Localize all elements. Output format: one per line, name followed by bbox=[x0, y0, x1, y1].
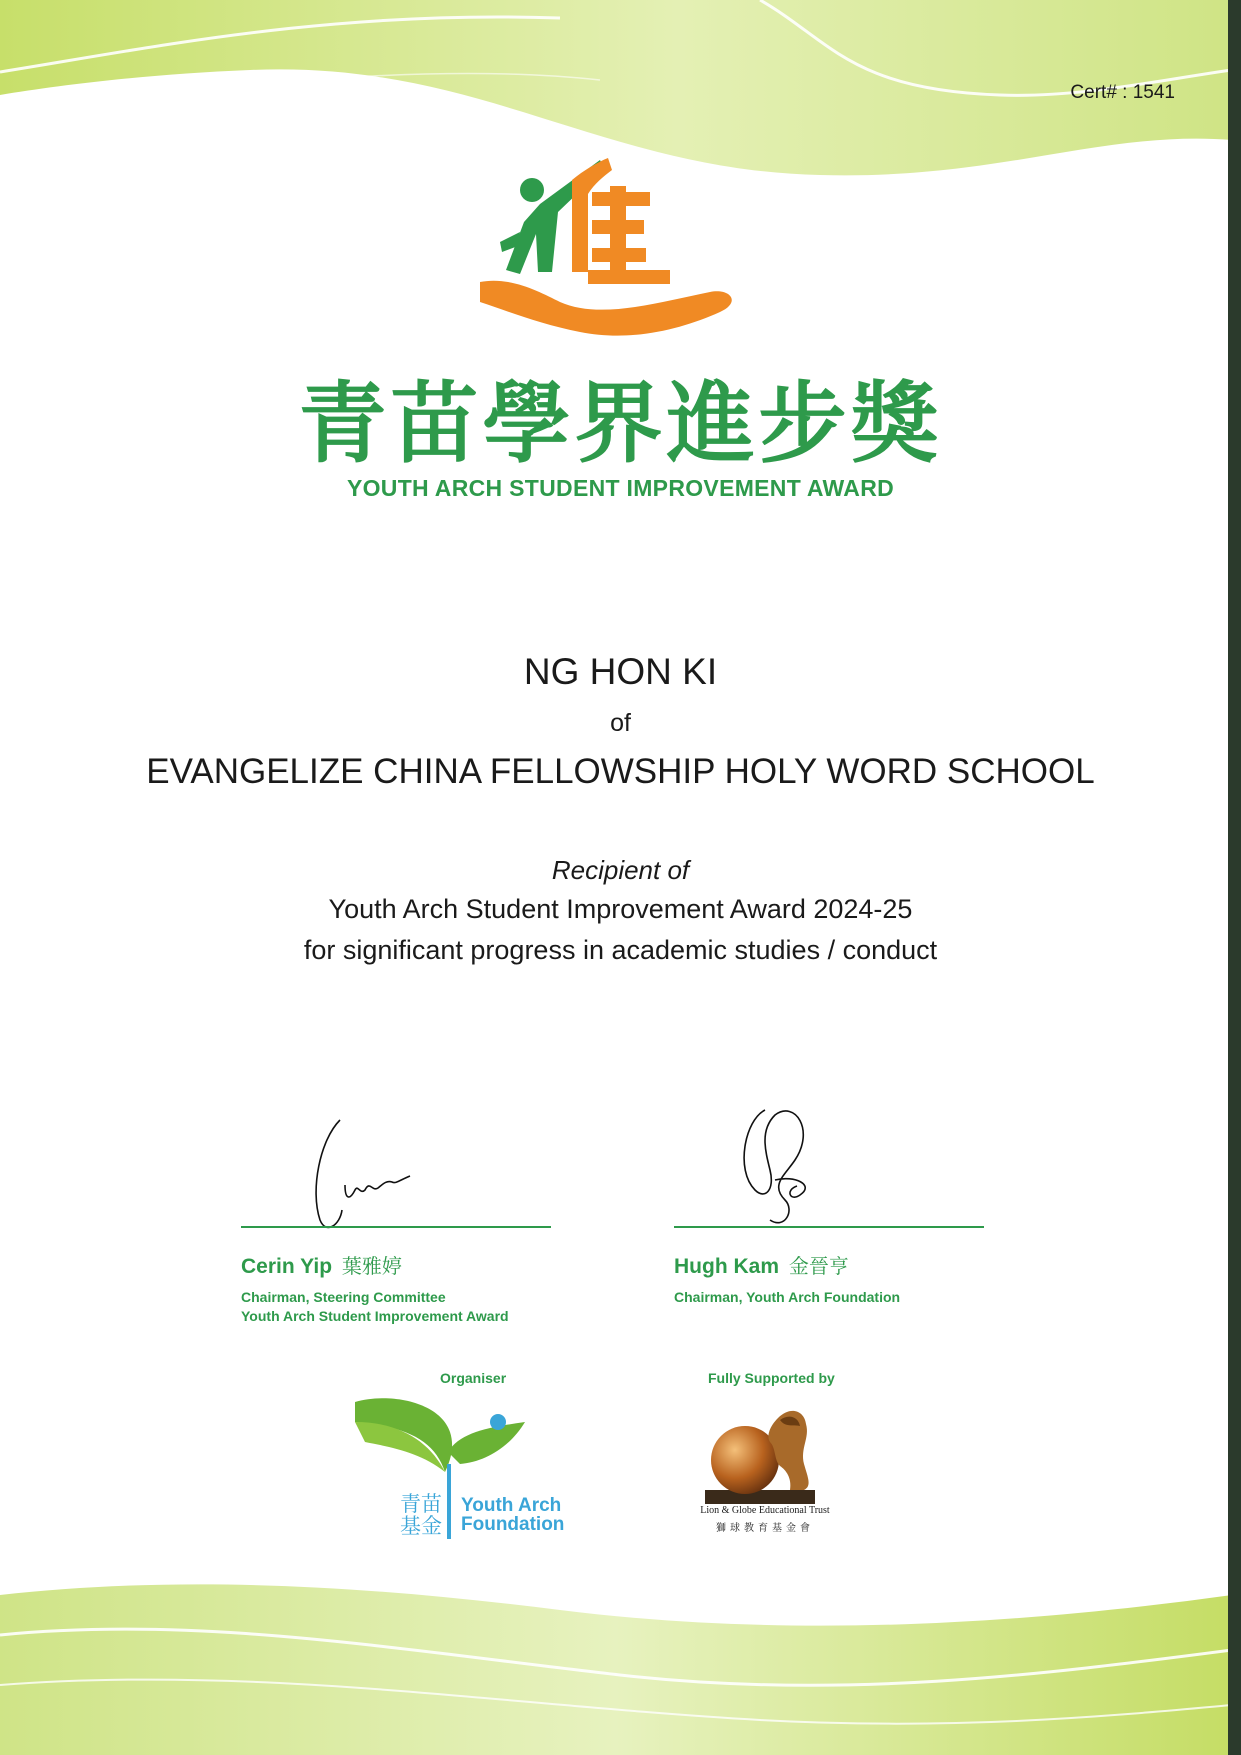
lion-globe-trust-logo bbox=[700, 1398, 830, 1510]
supporter-name-english: Lion & Globe Educational Trust bbox=[700, 1505, 830, 1516]
recipient-of-label: Recipient of bbox=[551, 855, 690, 885]
award-title-english: YOUTH ARCH STUDENT IMPROVEMENT AWARD bbox=[346, 475, 895, 501]
signer-name-left: Cerin Yip 葉雅婷 bbox=[241, 1254, 402, 1278]
foundation-logo-chinese: 青苗基金 bbox=[400, 1492, 442, 1538]
signer-title-left-line1: Chairman, Steering Committee bbox=[241, 1289, 446, 1305]
signature-cerin-yip bbox=[300, 1100, 450, 1240]
bottom-wave-decoration bbox=[0, 1555, 1232, 1755]
of-connector: of bbox=[610, 709, 631, 737]
award-emblem-logo bbox=[480, 152, 740, 367]
certificate-number: Cert# : 1541 bbox=[1070, 82, 1175, 103]
award-name-line: Youth Arch Student Improvement Award 2024-25 bbox=[328, 894, 913, 924]
recipient-name: NG HON KI bbox=[523, 651, 718, 692]
award-title-chinese: 青苗學界進步獎 bbox=[298, 372, 943, 475]
signature-line-right bbox=[674, 1226, 984, 1228]
signature-line-left bbox=[241, 1226, 551, 1228]
school-name: EVANGELIZE CHINA FELLOWSHIP HOLY WORD SCHOOL bbox=[146, 752, 1095, 791]
award-reason-line: for significant progress in academic studies / conduct bbox=[303, 935, 938, 965]
signer-name-right: Hugh Kam 金晉亨 bbox=[674, 1254, 849, 1278]
signature-hugh-kam bbox=[725, 1090, 845, 1240]
organiser-label: Organiser bbox=[440, 1370, 507, 1386]
signer-title-right: Chairman, Youth Arch Foundation bbox=[674, 1289, 901, 1305]
foundation-logo-english: Youth Arch Foundation bbox=[461, 1495, 565, 1535]
supporter-name-chinese: 獅球教育基金會 bbox=[716, 1523, 814, 1534]
signer-title-left-line2: Youth Arch Student Improvement Award bbox=[241, 1308, 509, 1324]
supporter-label: Fully Supported by bbox=[708, 1370, 835, 1386]
